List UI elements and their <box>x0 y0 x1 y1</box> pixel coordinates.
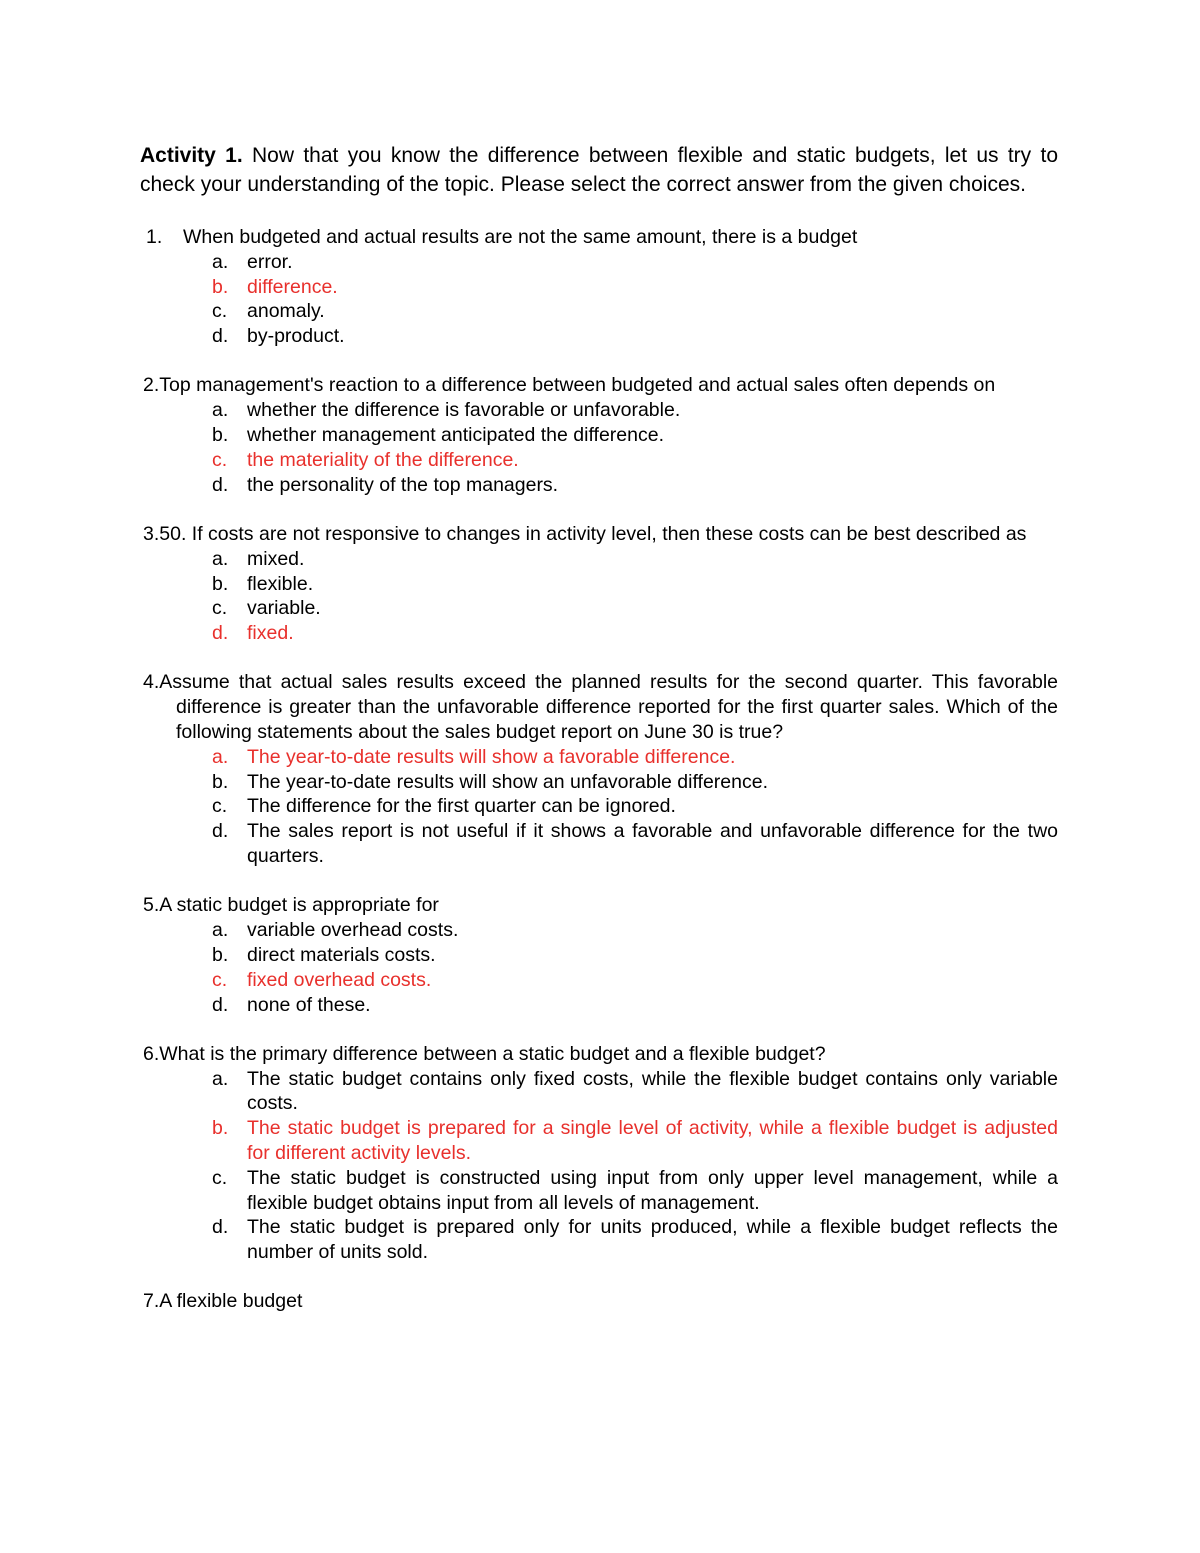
option-b <box>140 943 1058 968</box>
option-letter: d. <box>212 473 229 496</box>
activity-heading: Activity 1. <box>140 144 243 167</box>
option-d <box>140 1215 1058 1265</box>
option-d <box>140 819 1058 869</box>
option-b <box>140 423 1058 448</box>
question-text: Assume that actual sales results exceed the planned results for the second quarter. This favorable difference is greater than the unfavorable difference reported for the first quarter sales. Which of the following statements about the sales budget report on June 30 is true? <box>159 671 1058 744</box>
question-text: A static budget is appropriate for <box>159 894 439 917</box>
option-text: error. <box>247 250 293 273</box>
question-stem <box>140 522 1058 547</box>
question-1 <box>140 225 1058 349</box>
option-letter: b. <box>212 1117 229 1140</box>
option-letter: a. <box>212 399 229 422</box>
option-text: mixed. <box>247 547 305 570</box>
option-text: The sales report is not useful if it shows a favorable and unfavorable difference for the two quarters. <box>247 820 1058 868</box>
question-stem <box>140 893 1058 918</box>
option-letter: c. <box>212 448 228 471</box>
activity-instructions: Now that you know the difference between flexible and static budgets, let us try to check your understanding of the topic. Please select the correct answer from the given choices. <box>140 144 1058 196</box>
question-5 <box>140 893 1058 1017</box>
option-d <box>140 473 1058 498</box>
question-text: Top management's reaction to a difference between budgeted and actual sales often depends on <box>159 374 996 397</box>
option-text: The year-to-date results will show an unfavorable difference. <box>247 770 768 793</box>
question-number: 5. <box>143 894 160 917</box>
question-stem <box>140 1042 1058 1067</box>
option-list <box>140 745 1058 869</box>
option-a <box>140 250 1058 275</box>
option-text: The static budget is prepared for a single level of activity, while a flexible budget is adjusted for different activity levels. <box>247 1117 1058 1164</box>
option-c <box>140 299 1058 324</box>
option-c <box>140 1166 1058 1216</box>
question-number: 6. <box>143 1042 160 1065</box>
option-a-correct-answer <box>140 745 1058 770</box>
option-text: The difference for the first quarter can be ignored. <box>247 795 676 818</box>
option-a <box>140 547 1058 572</box>
option-c <box>140 794 1058 819</box>
option-text: the personality of the top managers. <box>247 473 559 496</box>
option-text: whether the difference is favorable or unfavorable. <box>247 399 681 422</box>
option-c-correct-answer <box>140 968 1058 993</box>
question-number: 4. <box>143 671 160 694</box>
question-text: When budgeted and actual results are not the same amount, there is a budget <box>183 226 858 248</box>
option-letter: a. <box>212 919 229 942</box>
option-list <box>140 1067 1058 1265</box>
option-text: difference. <box>247 275 338 298</box>
option-text: The static budget is prepared only for units produced, while a flexible budget reflects the number of units sold. <box>247 1216 1058 1264</box>
option-letter: d. <box>212 1216 229 1239</box>
option-letter: a. <box>212 250 229 273</box>
option-letter: c. <box>212 597 228 620</box>
question-3 <box>140 522 1058 646</box>
option-list <box>140 918 1058 1017</box>
option-text: anomaly. <box>247 300 325 323</box>
option-letter: a. <box>212 1067 229 1090</box>
option-d-correct-answer <box>140 621 1058 646</box>
option-text: whether management anticipated the difference. <box>247 424 664 447</box>
question-stem <box>140 225 1058 250</box>
option-letter: b. <box>212 943 229 966</box>
question-text: What is the primary difference between a static budget and a flexible budget? <box>159 1042 826 1065</box>
option-text: variable. <box>247 597 321 620</box>
option-letter: b. <box>212 275 229 298</box>
document-page <box>140 142 1058 1339</box>
option-letter: c. <box>212 795 228 818</box>
question-number: 1. <box>146 226 163 248</box>
option-list <box>140 398 1058 497</box>
option-letter: a. <box>212 547 229 570</box>
option-text: variable overhead costs. <box>247 919 459 942</box>
option-text: fixed. <box>247 622 294 645</box>
option-list <box>140 547 1058 646</box>
question-number: 2. <box>143 374 160 397</box>
option-letter: b. <box>212 424 229 447</box>
option-d <box>140 993 1058 1018</box>
option-text: fixed overhead costs. <box>247 968 432 991</box>
question-text: A flexible budget <box>159 1290 303 1313</box>
option-text: The year-to-date results will show a favorable difference. <box>247 745 736 768</box>
option-text: direct materials costs. <box>247 943 436 966</box>
option-b <box>140 572 1058 597</box>
option-c-correct-answer <box>140 448 1058 473</box>
option-text: by-product. <box>247 325 345 348</box>
option-a <box>140 398 1058 423</box>
question-text: If costs are not responsive to changes in activity level, then these costs can be best described as <box>186 522 1027 545</box>
question-number: 3.50. <box>143 522 187 545</box>
option-d <box>140 324 1058 349</box>
option-text: flexible. <box>247 572 314 595</box>
question-2 <box>140 373 1058 497</box>
option-b-correct-answer <box>140 275 1058 300</box>
option-text: none of these. <box>247 993 371 1016</box>
option-text: the materiality of the difference. <box>247 448 519 471</box>
option-list <box>140 250 1058 349</box>
option-a <box>140 918 1058 943</box>
option-letter: d. <box>212 820 229 843</box>
option-text: The static budget contains only fixed costs, while the flexible budget contains only variable costs. <box>247 1067 1058 1115</box>
option-letter: c. <box>212 968 228 991</box>
option-letter: d. <box>212 325 229 348</box>
option-c <box>140 596 1058 621</box>
option-letter: c. <box>212 300 228 323</box>
question-stem <box>140 373 1058 398</box>
option-b <box>140 770 1058 795</box>
question-stem <box>140 670 1058 744</box>
activity-intro <box>140 142 1058 199</box>
option-letter: d. <box>212 622 229 645</box>
question-6 <box>140 1042 1058 1265</box>
option-b-correct-answer <box>140 1116 1058 1166</box>
question-number: 7. <box>143 1290 160 1313</box>
question-7 <box>140 1289 1058 1314</box>
question-stem <box>140 1289 1058 1314</box>
option-letter: a. <box>212 745 229 768</box>
option-letter: c. <box>212 1166 228 1189</box>
option-letter: b. <box>212 572 229 595</box>
option-letter: b. <box>212 770 229 793</box>
option-text: The static budget is constructed using input from only upper level management, while a flexible budget obtains input from all levels of management. <box>247 1166 1058 1214</box>
option-a <box>140 1067 1058 1117</box>
option-letter: d. <box>212 993 229 1016</box>
question-4 <box>140 670 1058 868</box>
